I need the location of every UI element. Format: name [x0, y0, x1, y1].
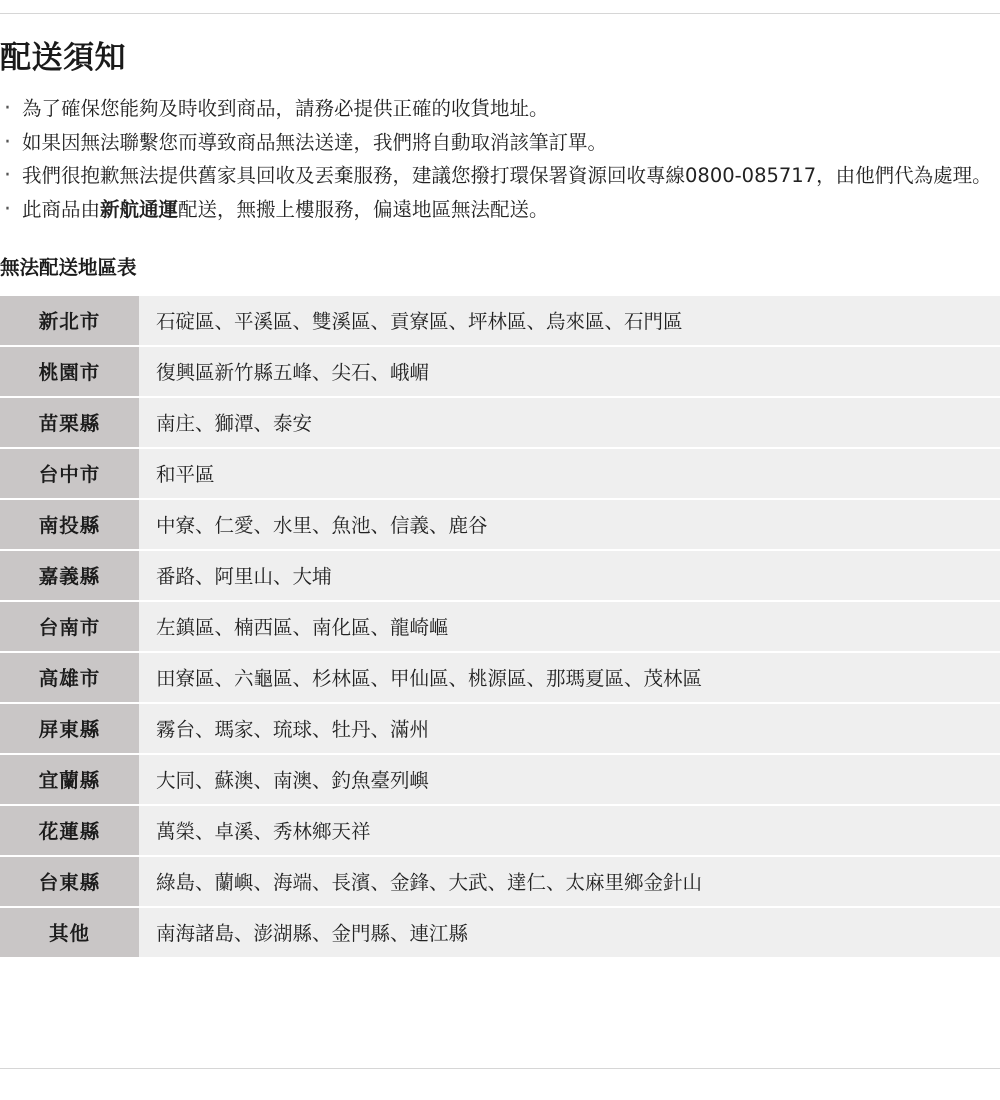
region-label: 台中市 [0, 448, 139, 499]
region-label: 台東縣 [0, 856, 139, 907]
carrier-name: 新航通運 [100, 197, 179, 221]
undeliverable-region-table [0, 294, 1000, 959]
region-label: 其他 [0, 907, 139, 958]
bottom-divider [0, 1068, 1000, 1069]
region-areas: 復興區新竹縣五峰、尖石、峨嵋 [139, 346, 1000, 397]
table-row [0, 601, 1000, 652]
table-row [0, 907, 1000, 958]
region-areas: 和平區 [139, 448, 1000, 499]
region-label: 花蓮縣 [0, 805, 139, 856]
region-label: 宜蘭縣 [0, 754, 139, 805]
region-areas: 田寮區、六龜區、杉林區、甲仙區、桃源區、那瑪夏區、茂林區 [139, 652, 1000, 703]
region-label: 屏東縣 [0, 703, 139, 754]
delivery-note-item-carrier: · 此商品由新航通運配送，無搬上樓服務，偏遠地區無法配送。 [0, 194, 1000, 226]
region-areas: 南庄、獅潭、泰安 [139, 397, 1000, 448]
page-title: 配送須知 [0, 40, 126, 76]
region-table-body [0, 295, 1000, 958]
region-label: 新北市 [0, 295, 139, 346]
region-areas: 綠島、蘭嶼、海端、長濱、金鋒、大武、達仁、太麻里鄉金針山 [139, 856, 1000, 907]
region-areas: 左鎮區、楠西區、南化區、龍崎嶇 [139, 601, 1000, 652]
table-row [0, 703, 1000, 754]
region-areas: 霧台、瑪家、琉球、牡丹、滿州 [139, 703, 1000, 754]
delivery-note-item: · 我們很抱歉無法提供舊家具回收及丟棄服務，建議您撥打環保署資源回收專線0800-085717，由他們代為處理。 [0, 160, 1000, 192]
delivery-note-item: · 如果因無法聯繫您而導致商品無法送達，我們將自動取消該筆訂單。 [0, 127, 1000, 159]
table-title: 無法配送地區表 [0, 255, 137, 279]
region-label: 苗栗縣 [0, 397, 139, 448]
region-areas: 大同、蘇澳、南澳、釣魚臺列嶼 [139, 754, 1000, 805]
table-row [0, 295, 1000, 346]
region-label: 高雄市 [0, 652, 139, 703]
region-areas: 石碇區、平溪區、雙溪區、貢寮區、坪林區、烏來區、石門區 [139, 295, 1000, 346]
table-row [0, 805, 1000, 856]
delivery-notice-content [0, 40, 1000, 959]
region-areas: 番路、阿里山、大埔 [139, 550, 1000, 601]
table-row [0, 856, 1000, 907]
table-row [0, 346, 1000, 397]
table-row [0, 397, 1000, 448]
table-row [0, 448, 1000, 499]
table-row [0, 754, 1000, 805]
region-label: 台南市 [0, 601, 139, 652]
delivery-notes-list [0, 93, 1000, 225]
region-label: 桃園市 [0, 346, 139, 397]
top-divider [0, 13, 1000, 14]
region-areas: 萬榮、卓溪、秀林鄉天祥 [139, 805, 1000, 856]
region-areas: 中寮、仁愛、水里、魚池、信義、鹿谷 [139, 499, 1000, 550]
region-label: 南投縣 [0, 499, 139, 550]
region-areas: 南海諸島、澎湖縣、金門縣、連江縣 [139, 907, 1000, 958]
delivery-note-item: · 為了確保您能夠及時收到商品，請務必提供正確的收貨地址。 [0, 93, 1000, 125]
table-row [0, 499, 1000, 550]
table-row [0, 652, 1000, 703]
table-row [0, 550, 1000, 601]
region-label: 嘉義縣 [0, 550, 139, 601]
